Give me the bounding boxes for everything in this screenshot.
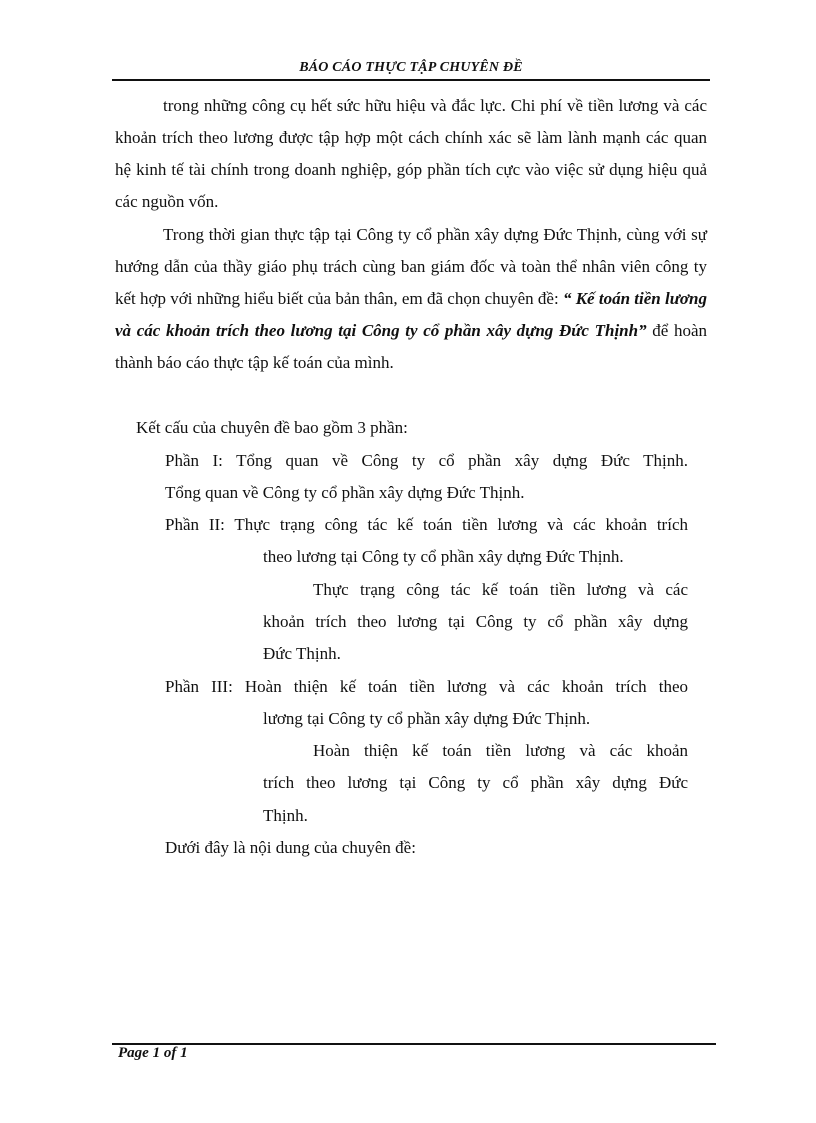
part-2-heading-cont: theo lương tại Công ty cổ phần xây dựng Đức Thịnh.	[263, 547, 624, 566]
page-header-title: BÁO CÁO THỰC TẬP CHUYÊN ĐỀ	[299, 60, 523, 75]
part-3-heading-cont: lương tại Công ty cổ phần xây dựng Đức Thịnh.	[263, 709, 591, 728]
part-2-summary-line-3: Đức Thịnh.	[263, 644, 341, 663]
thesis-topic-title: “ Kế toán tiền lương và các khoản trích theo lương tại Công ty cổ phần xây dựng Đức Thịnh”	[115, 289, 707, 340]
part-2-summary-line-1: Thực trạng công tác kế toán tiền lương và các	[313, 580, 688, 599]
part-3-summary-line-3: Thịnh.	[263, 806, 308, 825]
part-2-heading: Phần II: Thực trạng công tác kế toán tiền lương và các khoản trích	[165, 515, 688, 534]
part-3-summary-line-1: Hoàn thiện kế toán tiền lương và các khoản	[313, 741, 688, 760]
part-3-summary-line-2: trích theo lương tại Công ty cổ phần xây dựng Đức	[263, 773, 688, 792]
part-1-heading: Phần I: Tổng quan về Công ty cổ phần xây dựng Đức Thịnh.	[165, 451, 688, 470]
part-1-summary: Tổng quan về Công ty cổ phần xây dựng Đức Thịnh.	[165, 483, 525, 502]
paragraph-1-text: trong những công cụ hết sức hữu hiệu và đắc lực. Chi phí về tiền lương và các khoản trích theo lương được tập hợp một cách chính xác sẽ làm lành mạnh các quan hệ kinh tế tài chính trong doanh nghiệp, góp phần tích cực vào việc sử dụng hiệu quả các nguồn vốn.	[115, 96, 707, 211]
footer-divider	[112, 1043, 716, 1045]
part-3-heading: Phần III: Hoàn thiện kế toán tiền lương và các khoản trích theo	[165, 677, 688, 696]
paragraph-2-text-start: Trong thời gian thực tập tại Công ty cổ phần xây dựng Đức Thịnh, cùng với sự hướng dẫn của thầy giáo phụ trách cùng ban giám đốc và toàn thể nhân viên công ty kết hợp với những hiểu biết của bản thân, em đã chọn chuyên đề:	[115, 225, 707, 308]
header-divider	[112, 79, 710, 81]
paragraph-2-text-end: để hoàn thành báo cáo thực tập kế toán của mình.	[115, 321, 707, 372]
paragraph-1	[115, 90, 707, 218]
structure-intro: Kết cấu của chuyên đề bao gồm 3 phần:	[136, 418, 408, 437]
paragraph-2	[115, 219, 707, 379]
page-number: Page 1 of 1	[118, 1045, 188, 1061]
closing-line: Dưới đây là nội dung của chuyên đề:	[165, 838, 416, 857]
part-2-summary-line-2: khoản trích theo lương tại Công ty cổ phần xây dựng	[263, 612, 688, 631]
